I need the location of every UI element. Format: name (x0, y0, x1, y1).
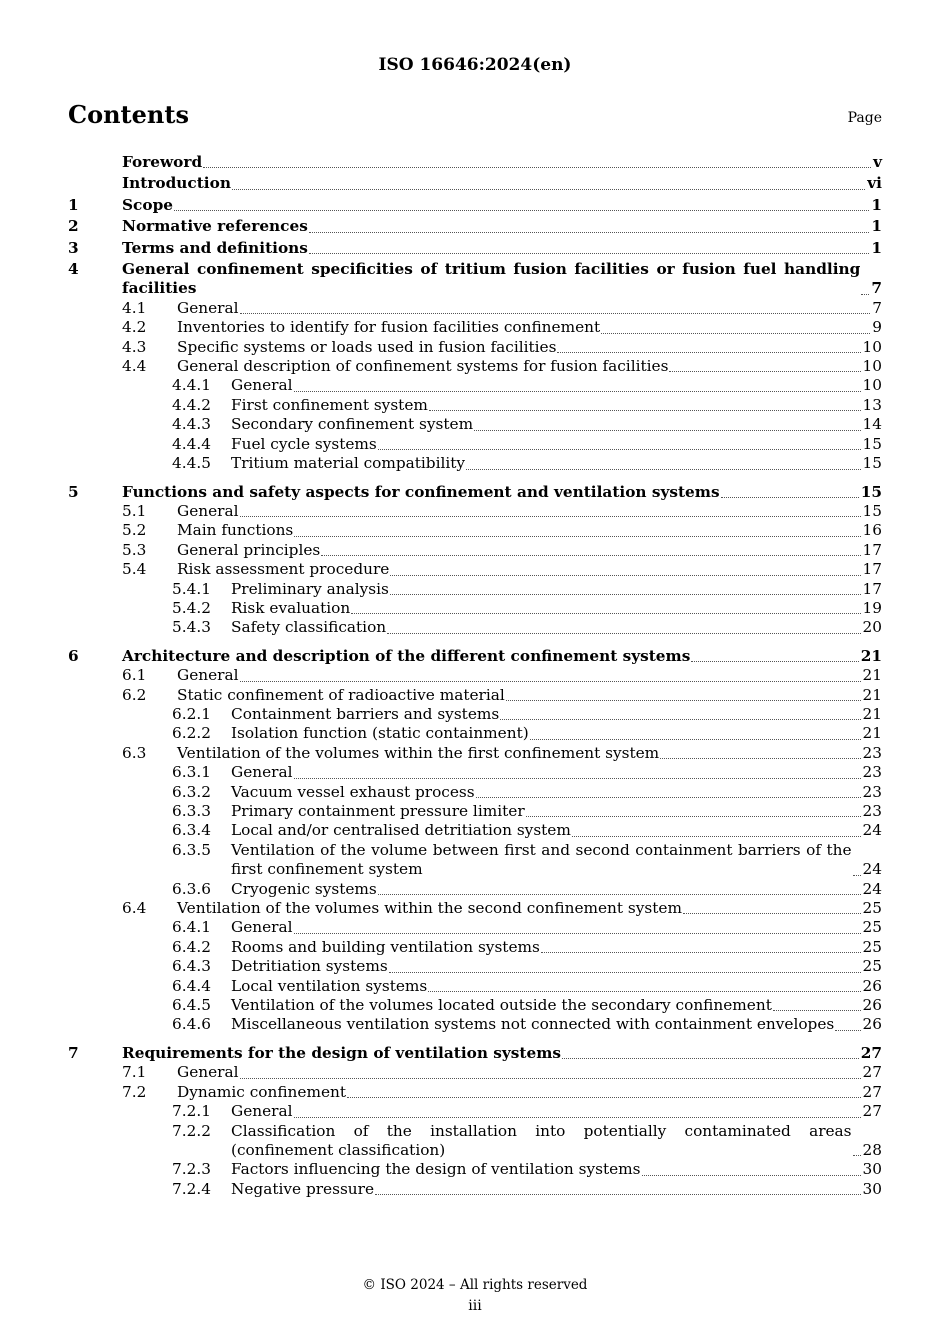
toc-dot-leader (294, 391, 861, 392)
toc-entry[interactable] (68, 502, 882, 521)
toc-entry[interactable] (68, 618, 882, 637)
toc-entry-number: 6.4.3 (172, 957, 211, 976)
toc-entry-body (231, 880, 882, 899)
toc-entry-body (177, 502, 882, 521)
toc-dot-leader (203, 167, 871, 168)
toc-entry-page: 21 (862, 724, 882, 743)
toc-entry[interactable] (68, 1180, 882, 1199)
toc-entry-body (231, 1160, 882, 1179)
toc-dot-leader (773, 1010, 861, 1011)
toc-entry-page: 15 (862, 501, 882, 520)
toc-dot-leader (835, 1030, 860, 1031)
toc-entry-number: 4.2 (122, 318, 147, 337)
toc-entry-body (231, 1180, 882, 1199)
toc-entry[interactable] (68, 763, 882, 782)
toc-entry[interactable] (68, 977, 882, 996)
toc-entry-page: 7 (872, 298, 882, 317)
toc-entry-body (177, 318, 882, 337)
toc-entry-body (177, 1083, 882, 1102)
toc-entry-number: 6.2.2 (172, 724, 211, 743)
toc-entry[interactable] (68, 299, 882, 318)
toc-entry-number: 6.3.5 (172, 840, 211, 859)
toc-entry-body (231, 783, 882, 802)
toc-entry-number: 7.2.4 (172, 1179, 211, 1198)
toc-entry-number: 6.4.4 (172, 976, 211, 995)
toc-entry-page: 23 (862, 782, 882, 801)
toc-entry-page: 10 (862, 357, 882, 376)
toc-entry[interactable] (68, 1063, 882, 1082)
toc-entry-body (231, 918, 882, 937)
toc-dot-leader (861, 294, 869, 295)
toc-dot-leader (294, 536, 860, 537)
toc-dot-leader (853, 1155, 861, 1156)
toc-entry-body (122, 174, 882, 193)
toc-entry-body (231, 841, 882, 880)
toc-entry-page: 30 (862, 1179, 882, 1198)
toc-entry-number: 6.4.2 (172, 937, 211, 956)
toc-entry-body (231, 1102, 882, 1121)
toc-entry-title: Normative references (122, 217, 308, 236)
toc-entry-number: 7.2.3 (172, 1160, 211, 1179)
toc-entry-number: 4.3 (122, 337, 147, 356)
toc-dot-leader (387, 633, 860, 634)
toc-entry[interactable] (68, 174, 882, 193)
toc-entry-body (122, 239, 882, 258)
toc-entry-title: Tritium material compatibility (231, 454, 466, 473)
toc-entry-title: Specific systems or loads used in fusion facilities (177, 337, 557, 356)
toc-entry-number: 4.1 (122, 298, 147, 317)
toc-entry-body (122, 260, 882, 299)
toc-entry-number: 7.2 (122, 1082, 147, 1101)
toc-entry-body (231, 396, 882, 415)
toc-entry-page: 10 (862, 376, 882, 395)
toc-dot-leader (506, 700, 861, 701)
toc-entry-body (231, 599, 882, 618)
toc-entry-title: Miscellaneous ventilation systems not connected with containment envelopes (231, 1015, 835, 1034)
toc-entry[interactable] (68, 938, 882, 957)
toc-entry-number: 5 (68, 482, 79, 501)
toc-entry-title: General (231, 1102, 293, 1121)
toc-entry-number: 6.3.6 (172, 879, 211, 898)
toc-entry-body (122, 483, 882, 502)
toc-entry[interactable] (68, 1044, 882, 1063)
toc-entry[interactable] (68, 918, 882, 937)
toc-dot-leader (347, 1097, 861, 1098)
toc-entry-page: 21 (860, 646, 882, 665)
toc-entry-body (177, 666, 882, 685)
toc-entry-number: 4.4.1 (172, 376, 211, 395)
toc-entry-number: 5.4.1 (172, 579, 211, 598)
toc-dot-leader (466, 469, 860, 470)
toc-entry-title: Risk evaluation (231, 598, 351, 617)
toc-entry[interactable] (68, 260, 882, 299)
toc-entry[interactable] (68, 217, 882, 236)
toc-entry[interactable] (68, 483, 882, 502)
toc-entry-title: Cryogenic systems (231, 879, 377, 898)
toc-dot-leader (375, 1194, 861, 1195)
toc-dot-leader (683, 913, 861, 914)
toc-entry-number: 7.2.2 (172, 1121, 211, 1140)
toc-entry[interactable] (68, 1083, 882, 1102)
toc-entry[interactable] (68, 686, 882, 705)
toc-entry[interactable] (68, 318, 882, 337)
toc-entry-title: Terms and definitions (122, 238, 308, 257)
toc-entry-number: 6.4.6 (172, 1015, 211, 1034)
toc-entry-title: Classification of the installation into potentially contaminated areas (confinement classification) (231, 1121, 852, 1159)
toc-entry-number: 4.4.5 (172, 454, 211, 473)
toc-entry-page: 24 (862, 879, 882, 898)
toc-entry-number: 5.3 (122, 540, 147, 559)
toc-entry-title: Secondary confinement system (231, 415, 474, 434)
page-column-label: Page (847, 110, 882, 126)
toc-entry-title: Architecture and description of the different confinement systems (122, 646, 691, 665)
toc-entry-page: 1 (871, 195, 882, 214)
toc-entry-number: 4.4.2 (172, 395, 211, 414)
toc-entry-page: 27 (862, 1102, 882, 1121)
toc-entry-page: 21 (862, 704, 882, 723)
toc-entry-title: Isolation function (static containment) (231, 724, 529, 743)
toc-dot-leader (853, 875, 861, 876)
toc-entry-page: 25 (862, 918, 882, 937)
toc-entry-page: 7 (871, 279, 882, 298)
toc-entry-title: General (177, 298, 239, 317)
toc-entry-body (122, 153, 882, 172)
toc-entry-body (177, 521, 882, 540)
toc-dot-leader (389, 972, 861, 973)
toc-entry-number: 1 (68, 195, 79, 214)
toc-entry-page: 17 (862, 579, 882, 598)
toc-entry[interactable] (68, 599, 882, 618)
toc-entry-page: 23 (862, 743, 882, 762)
toc-dot-leader (476, 797, 861, 798)
toc-entry-body (231, 1015, 882, 1034)
toc-entry-number: 6.2 (122, 685, 147, 704)
toc-entry-body (231, 454, 882, 473)
toc-entry[interactable] (68, 802, 882, 821)
toc-entry-number: 6 (68, 646, 79, 665)
toc-entry-body (231, 977, 882, 996)
toc-entry-title: Factors influencing the design of ventilation systems (231, 1160, 641, 1179)
toc-entry-number: 4.4 (122, 357, 147, 376)
toc-entry-page: 17 (862, 540, 882, 559)
toc-entry-title: General principles (177, 540, 321, 559)
toc-entry-title: Static confinement of radioactive material (177, 685, 505, 704)
toc-entry-page: 1 (871, 217, 882, 236)
toc-entry-number: 5.1 (122, 501, 147, 520)
toc-entry-title: First confinement system (231, 395, 428, 414)
toc-dot-leader (572, 836, 861, 837)
toc-entry-title: Primary containment pressure limiter (231, 802, 525, 820)
toc-entry-title: Fuel cycle systems (231, 434, 377, 453)
toc-entry-page: vi (867, 174, 882, 193)
toc-entry-body (177, 686, 882, 705)
toc-dot-leader (390, 594, 861, 595)
toc-dot-leader (541, 952, 861, 953)
toc-entry-page: 28 (862, 1140, 882, 1159)
toc-entry-number: 5.4 (122, 560, 147, 579)
toc-entry[interactable] (68, 454, 882, 473)
toc-entry-title: Functions and safety aspects for confinement and ventilation systems (122, 482, 720, 501)
toc-entry-number: 6.3 (122, 743, 147, 762)
toc-entry-body (122, 647, 882, 666)
toc-dot-leader (474, 430, 860, 431)
toc-entry-page: 21 (862, 685, 882, 704)
toc-entry-number: 6.4 (122, 899, 147, 918)
toc-entry[interactable] (68, 196, 882, 215)
toc-dot-leader (601, 333, 870, 334)
toc-entry-title: Inventories to identify for fusion facilities confinement (177, 318, 601, 337)
toc-entry-title: Scope (122, 195, 173, 214)
toc-entry-number: 6.2.1 (172, 704, 211, 723)
toc-dot-leader (642, 1175, 861, 1176)
toc-entry-number: 5.2 (122, 521, 147, 540)
toc-entry[interactable] (68, 153, 882, 172)
table-of-contents (68, 153, 882, 1199)
toc-entry-page: 19 (862, 598, 882, 617)
toc-entry[interactable] (68, 899, 882, 918)
toc-entry-title: Risk assessment procedure (177, 560, 390, 579)
toc-entry[interactable] (68, 415, 882, 434)
toc-dot-leader (390, 575, 860, 576)
toc-entry-number: 6.3.1 (172, 763, 211, 782)
toc-dot-leader (660, 758, 860, 759)
toc-entry-title: Introduction (122, 174, 231, 193)
toc-dot-leader (721, 497, 859, 498)
toc-entry-page: 21 (862, 666, 882, 685)
toc-entry-number: 3 (68, 238, 79, 257)
toc-entry[interactable] (68, 1122, 882, 1161)
contents-title: Contents (68, 100, 189, 129)
toc-entry-body (177, 541, 882, 560)
toc-entry-title: Rooms and building ventilation systems (231, 937, 540, 956)
toc-entry-title: Main functions (177, 521, 294, 540)
toc-entry[interactable] (68, 338, 882, 357)
toc-dot-leader (321, 555, 860, 556)
toc-dot-leader (240, 516, 861, 517)
toc-entry-body (122, 1044, 882, 1063)
toc-entry[interactable] (68, 957, 882, 976)
toc-entry-body (231, 802, 882, 821)
toc-entry-page: 15 (862, 454, 882, 473)
toc-entry[interactable] (68, 580, 882, 599)
toc-dot-leader (294, 933, 861, 934)
toc-entry-page: 20 (862, 618, 882, 637)
toc-entry-title: General (177, 666, 239, 685)
toc-dot-leader (174, 210, 869, 211)
toc-entry-body (231, 996, 882, 1015)
toc-entry[interactable] (68, 1102, 882, 1121)
toc-entry-page: 27 (860, 1043, 882, 1062)
toc-entry-body (231, 938, 882, 957)
toc-dot-leader (500, 719, 860, 720)
toc-entry[interactable] (68, 724, 882, 743)
toc-entry-page: 27 (862, 1082, 882, 1101)
toc-entry[interactable] (68, 396, 882, 415)
toc-entry-title: Safety classification (231, 618, 387, 637)
toc-dot-leader (557, 352, 860, 353)
toc-entry-title: Local ventilation systems (231, 976, 428, 995)
toc-entry-body (177, 299, 882, 318)
toc-dot-leader (240, 1078, 861, 1079)
toc-entry[interactable] (68, 647, 882, 666)
toc-dot-leader (428, 991, 860, 992)
toc-entry-page: 14 (862, 415, 882, 434)
toc-entry-body (231, 376, 882, 395)
toc-entry-body (231, 724, 882, 743)
toc-entry[interactable] (68, 376, 882, 395)
toc-dot-leader (530, 739, 861, 740)
toc-entry-body (231, 580, 882, 599)
toc-entry-number: 5.4.3 (172, 618, 211, 637)
toc-dot-leader (526, 816, 861, 817)
document-header: ISO 16646:2024(en) (378, 55, 572, 75)
toc-entry-page: 23 (862, 802, 882, 820)
toc-dot-leader (240, 313, 871, 314)
toc-dot-leader (240, 681, 861, 682)
toc-entry-title: Preliminary analysis (231, 579, 389, 598)
toc-entry-number: 6.3.3 (172, 802, 211, 820)
toc-entry-body (122, 217, 882, 236)
toc-entry-page: 25 (862, 937, 882, 956)
toc-entry-title: Foreword (122, 153, 203, 171)
toc-entry-number: 4.4.4 (172, 434, 211, 453)
toc-entry-body (231, 763, 882, 782)
toc-dot-leader (351, 613, 860, 614)
toc-entry[interactable] (68, 1160, 882, 1179)
toc-entry[interactable] (68, 435, 882, 454)
toc-entry[interactable] (68, 744, 882, 763)
toc-entry-number: 6.4.1 (172, 918, 211, 937)
toc-entry-number: 4.4.3 (172, 415, 211, 434)
toc-entry-number: 7.1 (122, 1063, 147, 1082)
toc-entry-body (231, 957, 882, 976)
toc-entry-body (177, 560, 882, 579)
toc-entry-page: 26 (862, 1015, 882, 1034)
toc-entry-body (122, 196, 882, 215)
toc-entry-title: General (177, 501, 239, 520)
footer-page-number: iii (468, 1298, 482, 1314)
toc-entry-number: 5.4.2 (172, 598, 211, 617)
toc-entry-body (177, 357, 882, 376)
toc-dot-leader (691, 661, 858, 662)
toc-entry-body (177, 899, 882, 918)
toc-entry-title: Containment barriers and systems (231, 704, 500, 723)
toc-dot-leader (669, 371, 860, 372)
toc-entry-page: 10 (862, 337, 882, 356)
toc-entry-body (231, 618, 882, 637)
toc-dot-leader (294, 778, 861, 779)
toc-entry[interactable] (68, 357, 882, 376)
toc-entry-page: 23 (862, 763, 882, 782)
toc-entry-page: 9 (872, 318, 882, 337)
toc-entry-page: 24 (862, 821, 882, 840)
toc-entry-title: Detritiation systems (231, 957, 388, 976)
toc-entry-title: Ventilation of the volumes within the first confinement system (177, 743, 660, 762)
toc-entry-page: v (873, 153, 882, 171)
toc-entry-page: 1 (871, 238, 882, 257)
toc-entry-title: Negative pressure (231, 1179, 375, 1198)
footer-copyright: © ISO 2024 – All rights reserved (362, 1277, 588, 1293)
toc-entry-body (177, 744, 882, 763)
toc-dot-leader (378, 894, 861, 895)
toc-dot-leader (429, 410, 861, 411)
toc-entry-title: General (231, 376, 293, 395)
toc-entry-title: Dynamic confinement (177, 1082, 346, 1101)
toc-entry[interactable] (68, 541, 882, 560)
toc-entry[interactable] (68, 880, 882, 899)
toc-dot-leader (309, 253, 869, 254)
toc-entry-title: General (231, 763, 293, 782)
toc-entry[interactable] (68, 996, 882, 1015)
toc-entry-page: 15 (860, 482, 882, 501)
toc-dot-leader (294, 1117, 861, 1118)
toc-entry[interactable] (68, 560, 882, 579)
toc-entry-page: 17 (862, 560, 882, 579)
toc-dot-leader (309, 232, 870, 233)
toc-dot-leader (378, 449, 861, 450)
toc-entry-number: 7 (68, 1043, 79, 1062)
toc-entry-body (231, 705, 882, 724)
toc-entry-page: 24 (862, 860, 882, 879)
toc-entry-page: 25 (862, 957, 882, 976)
toc-entry-title: Vacuum vessel exhaust process (231, 782, 475, 801)
toc-entry[interactable] (68, 841, 882, 880)
toc-entry-title: Ventilation of the volumes within the second confinement system (177, 899, 682, 918)
toc-entry-number: 6.3.4 (172, 821, 211, 840)
toc-entry-page: 13 (862, 395, 882, 414)
toc-entry-body (177, 1063, 882, 1082)
toc-entry-page: 16 (862, 521, 882, 540)
toc-entry-page: 26 (862, 996, 882, 1015)
toc-entry-body (231, 1122, 882, 1161)
toc-entry[interactable] (68, 821, 882, 840)
toc-entry-number: 6.3.2 (172, 782, 211, 801)
toc-dot-leader (562, 1058, 859, 1059)
toc-entry[interactable] (68, 239, 882, 258)
toc-entry-title: General (177, 1063, 239, 1082)
toc-entry-page: 27 (862, 1063, 882, 1082)
toc-entry-number: 6.1 (122, 666, 147, 685)
toc-entry[interactable] (68, 521, 882, 540)
toc-entry-title: General (231, 918, 293, 937)
toc-entry-page: 26 (862, 976, 882, 995)
toc-entry-body (231, 435, 882, 454)
toc-entry-page: 15 (862, 434, 882, 453)
toc-entry-title: Requirements for the design of ventilation systems (122, 1043, 562, 1062)
toc-dot-leader (232, 189, 865, 190)
toc-entry-number: 6.4.5 (172, 996, 211, 1015)
toc-entry-title: General confinement specificities of tritium fusion facilities or fusion fuel handling facilities (122, 260, 861, 298)
toc-entry-body (177, 338, 882, 357)
toc-entry[interactable] (68, 783, 882, 802)
toc-entry-number: 2 (68, 217, 79, 236)
toc-entry[interactable] (68, 705, 882, 724)
toc-entry-page: 25 (862, 899, 882, 918)
toc-entry-page: 30 (862, 1160, 882, 1179)
toc-entry-title: Ventilation of the volume between first and second containment barriers of the first confinement system (231, 840, 852, 879)
toc-entry-body (231, 821, 882, 840)
toc-entry-title: Local and/or centralised detritiation system (231, 821, 571, 840)
toc-entry-title: Ventilation of the volumes located outside the secondary confinement (231, 996, 772, 1015)
toc-entry[interactable] (68, 666, 882, 685)
toc-entry-number: 7.2.1 (172, 1102, 211, 1121)
toc-entry[interactable] (68, 1015, 882, 1034)
toc-entry-number: 4 (68, 260, 79, 279)
toc-entry-body (231, 415, 882, 434)
toc-entry-title: General description of confinement systems for fusion facilities (177, 357, 669, 376)
